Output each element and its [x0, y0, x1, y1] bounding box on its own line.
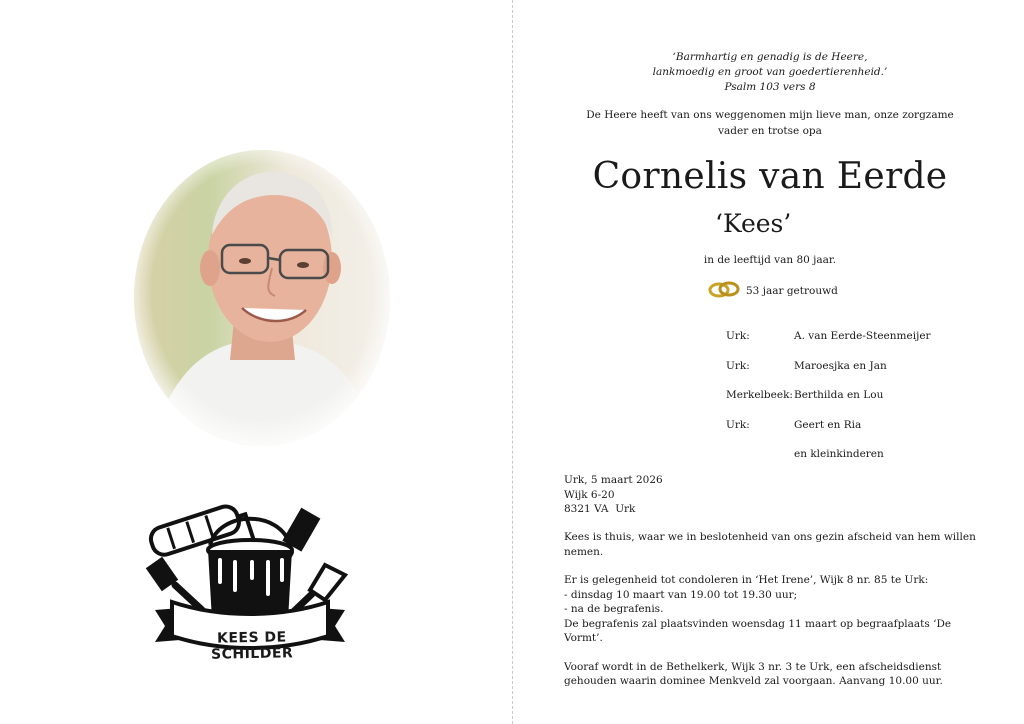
quote-line-1: ‘Barmhartig en genadig is de Heere,: [672, 51, 868, 63]
kees-de-schilder-logo: [140, 490, 360, 670]
correspondence-address: [564, 473, 663, 517]
bible-quote: [540, 50, 1000, 95]
funeral-line: De begrafenis zal plaatsvinden woensdag 11 maart op begraafplaats ‘De Vormt’.: [564, 617, 952, 644]
family-place: Urk:: [726, 359, 750, 372]
family-names: en kleinkinderen: [794, 448, 884, 460]
condolence-line: Er is gelegenheid tot condoleren in ‘Het Irene’, Wijk 8 nr. 85 te Urk:: [564, 574, 929, 586]
family-names: A. van Eerde-Steenmeijer: [794, 330, 931, 342]
portrait-photo: [130, 150, 395, 450]
age-text: in de leeftijd van 80 jaar.: [703, 254, 837, 266]
logo-text: KEES DE SCHILDER: [210, 629, 294, 663]
address-line-2: Wijk 6-20: [564, 488, 615, 501]
condolence-line: - dinsdag 10 maart van 19.00 tot 19.30 uur;: [564, 588, 798, 601]
deceased-name: Cornelis van Eerde: [592, 156, 948, 197]
deceased-nickname: ‘Kees’: [715, 209, 792, 238]
paragraph-farewell: Kees is thuis, waar we in beslotenheid van ons gezin afscheid van hem willen nemen.: [564, 531, 976, 558]
family-place: Urk:: [726, 418, 750, 431]
address-line-1: Urk, 5 maart 2026: [564, 474, 663, 486]
address-line-3: 8321 VA Urk: [564, 503, 636, 515]
family-names: Maroesjka en Jan: [794, 359, 887, 372]
family-names: Berthilda en Lou: [794, 389, 884, 401]
quote-line-2: lankmoedig en groot van goedertierenheid.’: [652, 66, 888, 78]
paragraph-condolences: [564, 573, 984, 646]
family-place: Merkelbeek:: [726, 389, 793, 401]
family-place: Urk:: [726, 330, 750, 342]
married-text: 53 jaar getrouwd: [746, 284, 838, 297]
quote-reference: Psalm 103 vers 8: [724, 81, 816, 93]
wedding-rings-icon: [708, 280, 740, 301]
paragraph-service: Vooraf wordt in de Bethelkerk, Wijk 3 nr. 3 te Urk, een afscheidsdienst gehouden waarin dominee Menkveld zal voorgaan. Aanvang 10.00 uur.: [564, 660, 943, 687]
family-names: Geert en Ria: [794, 418, 862, 431]
announcement-body: [564, 530, 984, 703]
center-fold-line: [512, 0, 513, 724]
condolence-line: - na de begrafenis.: [564, 603, 664, 615]
intro-text: De Heere heeft van ons weggenomen mijn lieve man, onze zorgzame vader en trotse opa: [586, 109, 954, 137]
married-line: [708, 280, 838, 301]
